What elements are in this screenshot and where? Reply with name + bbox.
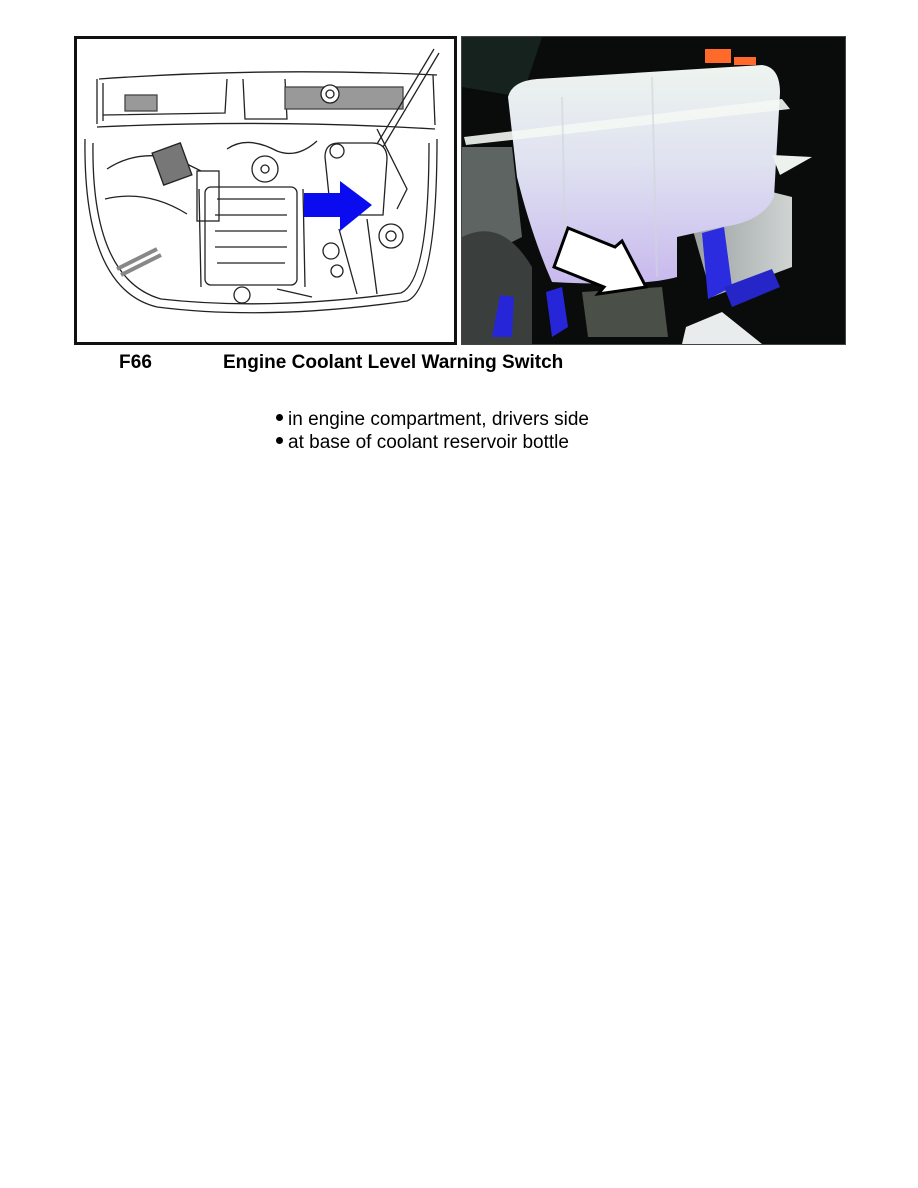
location-note: at base of coolant reservoir bottle [276,431,589,454]
bullet-icon [276,414,283,421]
location-notes-list [276,408,589,454]
location-arrow-icon [77,39,454,342]
engine-compartment-diagram [74,36,457,345]
component-title: Engine Coolant Level Warning Switch [223,352,564,373]
bullet-icon [276,437,283,444]
coolant-reservoir-photo [461,36,846,345]
component-code: F66 [119,352,153,373]
location-arrow-icon [462,37,845,344]
location-note: in engine compartment, drivers side [276,408,589,431]
